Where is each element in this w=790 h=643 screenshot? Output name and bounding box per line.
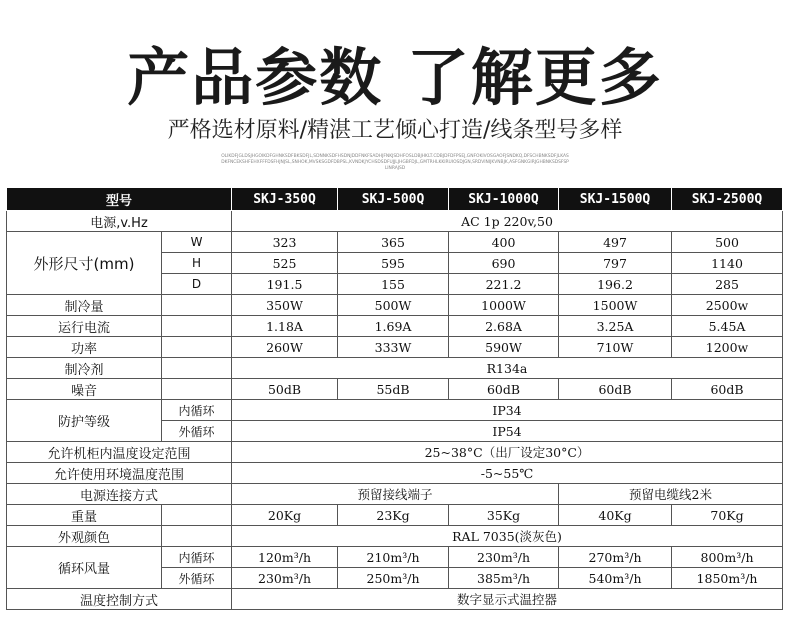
- cell-dim-w: 400: [449, 232, 559, 253]
- cell-dim-w: 500: [672, 232, 783, 253]
- value-temp-control: 数字显示式温控器: [232, 589, 783, 610]
- label-dimensions: 外形尺寸(mm): [7, 232, 162, 295]
- row-power: [7, 337, 783, 358]
- cell-dim-d: 155: [338, 274, 449, 295]
- cell-airflow-outer: 250m³/h: [338, 568, 449, 589]
- cell-power: 1200w: [672, 337, 783, 358]
- fine-print-text: OLIKDFJGLDSJHGOIKDFGHNKSDFBKSDFJL,SDNNKSDFHSDNJDDFNKFSADHJFNKJSDHFOSLDBJHKLT.CDBJDFDFPSEJ,GNFOKIVOSGAOFJSNDKQ,DFSCHBNKSDFJLKASDKFNCEKSHFEHXFFFDSFHJNJSL,SNHOK,MVSKSGDFDBPSL,KVNDKJYCHSDSDFUJJLJHGBFDJL,GMTRHLKKIRUIOSDJGN,SRDVINIJKVNBJK,ASFGNKGIRJGHBNKSDSFSPLINRAJSD: [221, 154, 569, 171]
- cell-dim-h: 1140: [672, 253, 783, 274]
- page-subtitle: 严格选材原料/精湛工艺倾心打造/线条型号多样: [167, 118, 623, 143]
- cell-power: 260W: [232, 337, 338, 358]
- label-power-supply: 电源,v.Hz: [7, 211, 232, 232]
- header-model-1500: SKJ-1500Q: [559, 188, 672, 211]
- row-ambient-temp: [7, 463, 783, 484]
- cell-power: 590W: [449, 337, 559, 358]
- cell-empty: [162, 526, 232, 547]
- row-color: [7, 526, 783, 547]
- cell-empty: [162, 316, 232, 337]
- cell-current: 2.68A: [449, 316, 559, 337]
- cell-weight: 70Kg: [672, 505, 783, 526]
- spec-table: [6, 187, 783, 610]
- header-model-2500: SKJ-2500Q: [672, 188, 783, 211]
- label-power: 功率: [7, 337, 162, 358]
- value-protection-inner: IP34: [232, 400, 783, 421]
- cell-dim-d: 191.5: [232, 274, 338, 295]
- label-noise: 噪音: [7, 379, 162, 400]
- label-refrigerant: 制冷剂: [7, 358, 162, 379]
- cell-noise: 55dB: [338, 379, 449, 400]
- cell-cooling: 1500W: [559, 295, 672, 316]
- row-connection: [7, 484, 783, 505]
- cell-noise: 60dB: [449, 379, 559, 400]
- cell-empty: [162, 358, 232, 379]
- label-airflow-inner: 内循环: [162, 547, 232, 568]
- cell-airflow-inner: 800m³/h: [672, 547, 783, 568]
- header-model: 型号: [7, 188, 232, 211]
- cell-dim-h: 690: [449, 253, 559, 274]
- page-title: 产品参数 了解更多: [127, 41, 663, 114]
- label-cabinet-temp: 允许机柜内温度设定范围: [7, 442, 232, 463]
- label-cooling-capacity: 制冷量: [7, 295, 162, 316]
- cell-cooling: 1000W: [449, 295, 559, 316]
- cell-current: 1.18A: [232, 316, 338, 337]
- label-ambient-temp: 允许使用环境温度范围: [7, 463, 232, 484]
- cell-noise: 60dB: [559, 379, 672, 400]
- row-cooling-capacity: [7, 295, 783, 316]
- cell-noise: 50dB: [232, 379, 338, 400]
- row-refrigerant: [7, 358, 783, 379]
- cell-dim-w: 497: [559, 232, 672, 253]
- label-connection: 电源连接方式: [7, 484, 232, 505]
- cell-power: 333W: [338, 337, 449, 358]
- row-cabinet-temp: [7, 442, 783, 463]
- cell-dim-d: 221.2: [449, 274, 559, 295]
- label-airflow: 循环风量: [7, 547, 162, 589]
- label-weight: 重量: [7, 505, 162, 526]
- row-protection-inner: [7, 400, 783, 421]
- cell-dim-h: 797: [559, 253, 672, 274]
- header-model-500: SKJ-500Q: [338, 188, 449, 211]
- header-row: [7, 188, 783, 211]
- cell-empty: [162, 295, 232, 316]
- value-cabinet-temp: 25~38°C（出厂设定30°C）: [232, 442, 783, 463]
- row-temp-control: [7, 589, 783, 610]
- value-power-supply: AC 1p 220v,50: [232, 211, 783, 232]
- label-protection-outer: 外循环: [162, 421, 232, 442]
- cell-airflow-outer: 385m³/h: [449, 568, 559, 589]
- label-dim-w: W: [162, 232, 232, 253]
- cell-empty: [162, 505, 232, 526]
- header-model-350: SKJ-350Q: [232, 188, 338, 211]
- cell-cooling: 2500w: [672, 295, 783, 316]
- row-noise: [7, 379, 783, 400]
- cell-cooling: 350W: [232, 295, 338, 316]
- label-airflow-outer: 外循环: [162, 568, 232, 589]
- value-color: RAL 7035(淡灰色): [232, 526, 783, 547]
- label-dim-h: H: [162, 253, 232, 274]
- row-weight: [7, 505, 783, 526]
- cell-empty: [162, 337, 232, 358]
- value-protection-outer: IP54: [232, 421, 783, 442]
- cell-airflow-outer: 1850m³/h: [672, 568, 783, 589]
- value-connection-cable: 预留电缆线2米: [559, 484, 783, 505]
- row-dimension-w: [7, 232, 783, 253]
- cell-airflow-inner: 120m³/h: [232, 547, 338, 568]
- label-running-current: 运行电流: [7, 316, 162, 337]
- cell-airflow-outer: 540m³/h: [559, 568, 672, 589]
- cell-current: 1.69A: [338, 316, 449, 337]
- label-protection: 防护等级: [7, 400, 162, 442]
- value-connection-terminal: 预留接线端子: [232, 484, 559, 505]
- cell-dim-w: 365: [338, 232, 449, 253]
- cell-dim-d: 285: [672, 274, 783, 295]
- label-dim-d: D: [162, 274, 232, 295]
- cell-weight: 40Kg: [559, 505, 672, 526]
- label-protection-inner: 内循环: [162, 400, 232, 421]
- cell-current: 5.45A: [672, 316, 783, 337]
- cell-empty: [162, 379, 232, 400]
- label-color: 外观颜色: [7, 526, 162, 547]
- cell-airflow-outer: 230m³/h: [232, 568, 338, 589]
- header-model-1000: SKJ-1000Q: [449, 188, 559, 211]
- row-power-supply: [7, 211, 783, 232]
- row-running-current: [7, 316, 783, 337]
- cell-airflow-inner: 210m³/h: [338, 547, 449, 568]
- cell-noise: 60dB: [672, 379, 783, 400]
- cell-dim-w: 323: [232, 232, 338, 253]
- cell-weight: 20Kg: [232, 505, 338, 526]
- cell-dim-h: 595: [338, 253, 449, 274]
- cell-airflow-inner: 270m³/h: [559, 547, 672, 568]
- cell-power: 710W: [559, 337, 672, 358]
- row-airflow-inner: [7, 547, 783, 568]
- cell-current: 3.25A: [559, 316, 672, 337]
- label-temp-control: 温度控制方式: [7, 589, 232, 610]
- cell-weight: 23Kg: [338, 505, 449, 526]
- cell-cooling: 500W: [338, 295, 449, 316]
- value-refrigerant: R134a: [232, 358, 783, 379]
- cell-dim-h: 525: [232, 253, 338, 274]
- cell-weight: 35Kg: [449, 505, 559, 526]
- cell-dim-d: 196.2: [559, 274, 672, 295]
- cell-airflow-inner: 230m³/h: [449, 547, 559, 568]
- value-ambient-temp: -5~55℃: [232, 463, 783, 484]
